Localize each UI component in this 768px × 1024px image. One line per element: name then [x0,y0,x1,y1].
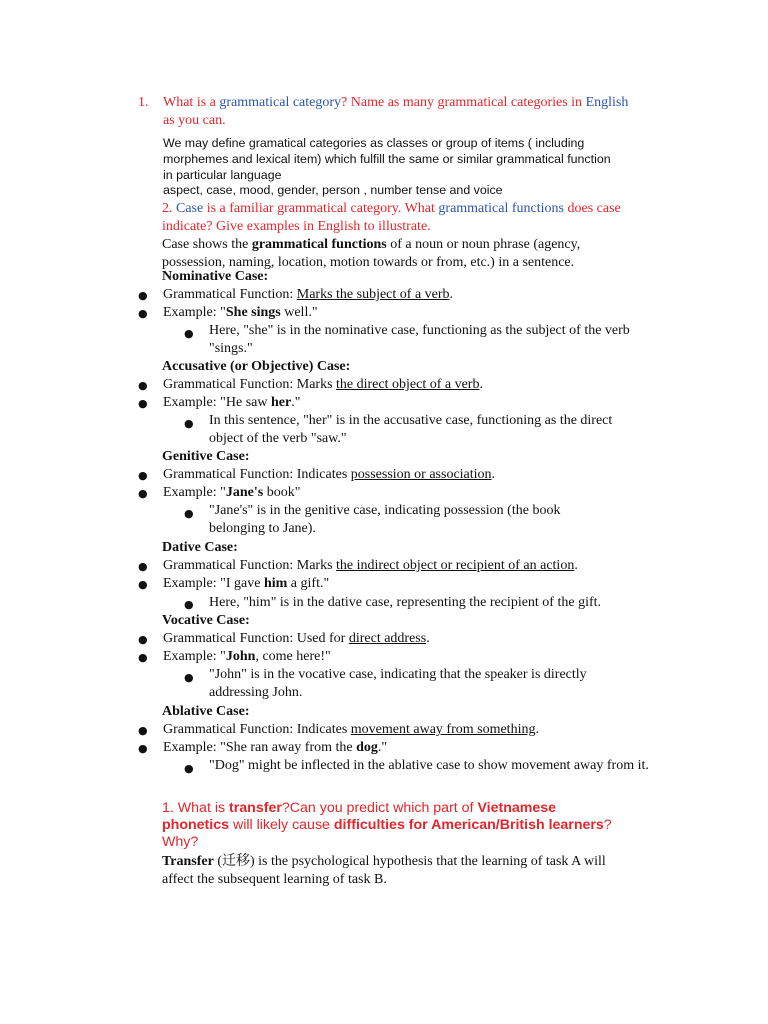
case-note: "Jane's" is in the genitive case, indicating possession (the book belonging to Jane). [209,503,561,536]
example-text: ." [377,740,388,755]
answer-3-text: (迁移) is the psychological hypothesis that the learning of task A will [213,854,606,869]
function-label: Grammatical Function: Indicates [163,467,351,482]
case-note: "Dog" might be inflected in the ablative case to show movement away from it. [209,758,649,773]
example-text: a gift." [287,576,330,591]
case-example [163,484,300,502]
question-3-keyword: difficulties for American/British learners [333,817,604,833]
function-text: Marks the subject of a verb [296,287,450,302]
answer-2-bold-term: grammatical functions [251,237,387,252]
answer-2-text: Case shows the [162,237,252,252]
question-2-term: Case [176,201,204,216]
bullet-icon: ● [138,578,148,591]
question-3-keyword: Vietnamese phonetics [162,800,557,833]
case-heading: Dative Case: [162,540,238,555]
bullet-icon: ● [138,651,148,664]
question-2-block [162,200,647,272]
question-1-term: grammatical category [219,95,342,110]
case-example [163,739,387,757]
function-suffix: . [479,377,483,392]
bullet-icon: ● [184,762,194,775]
bullet-icon: ● [138,379,148,392]
question-1-number: 1. [138,95,149,110]
question-1-text-part: ? Name as many grammatical categories in [341,95,586,110]
function-text: the direct object of a verb [336,377,480,392]
question-3-text-part: 1. What is [162,800,230,816]
question-1-term: English [585,95,629,110]
bullet-icon: ● [184,507,194,520]
function-label: Grammatical Function: Indicates [163,722,351,737]
bullet-icon: ● [138,742,148,755]
example-bold: dog [356,740,378,755]
question-2 [162,200,647,236]
question-3 [162,800,622,851]
case-function [163,721,539,739]
function-suffix: . [535,722,539,737]
example-bold: John [225,649,256,664]
case-note: In this sentence, "her" is in the accusative case, functioning as the direct object of the verb "saw." [209,413,613,446]
question-1-text-part: as you can. [163,113,226,128]
case-function [163,286,453,304]
bullet-icon: ● [184,327,194,340]
function-suffix: . [449,287,454,302]
example-text: Example: "She ran away from the [163,740,357,755]
case-example [163,575,329,593]
example-bold: She sings [225,305,281,320]
question-1 [138,94,638,130]
question-1-text-part: What is a [163,95,220,110]
example-text: ." [291,395,301,410]
bullet-icon: ● [138,307,148,320]
example-text: book" [263,485,301,500]
function-suffix: . [574,558,578,573]
case-function [163,630,430,648]
answer-1 [163,136,653,199]
bullet-icon: ● [138,397,148,410]
question-2-term: grammatical functions [438,201,564,216]
answer-3 [162,853,642,889]
question-2-text-part: is a familiar grammatical category. What [203,201,439,216]
function-label: Grammatical Function: Used for [163,631,349,646]
answer-2-text: of a noun or noun phrase (agency, possession, naming, location, motion towards or from, etc.) in a sentence. [162,237,581,270]
case-example [163,394,300,412]
example-text: Example: "I gave [163,576,264,591]
case-heading: Vocative Case: [162,613,250,628]
example-text: Example: " [163,485,226,500]
bullet-icon: ● [138,469,148,482]
case-note: "John" is in the vocative case, indicating that the speaker is directly addressing John. [209,667,587,700]
example-text: Example: " [163,649,226,664]
answer-1-line: morphemes and lexical item) which fulfill the same or similar grammatical function [163,151,611,166]
answer-3-line: affect the subsequent learning of task B. [162,872,387,887]
function-text: possession or association [350,467,492,482]
case-heading: Ablative Case: [162,704,250,719]
question-3-text-part: ? Why? [162,817,612,850]
case-heading: Accusative (or Objective) Case: [162,359,351,374]
answer-1-line: We may define gramatical categories as classes or group of items ( including [163,136,585,150]
bullet-icon: ● [138,633,148,646]
bullet-icon: ● [184,417,194,430]
question-3-text-part: ?Can you predict which part of [281,800,478,816]
bullet-icon: ● [138,289,148,302]
function-label: Grammatical Function: Marks [163,558,337,573]
function-suffix: . [491,467,496,482]
case-function [163,376,483,394]
function-text: the indirect object or recipient of an action [336,558,575,573]
case-note: Here, "she" is in the nominative case, functioning as the subject of the verb "sings." [209,323,630,356]
answer-2-intro [162,236,647,272]
answer-3-term: Transfer [162,854,214,869]
function-text: movement away from something [350,722,536,737]
case-note: Here, "him" is in the dative case, representing the recipient of the gift. [209,595,602,610]
case-example [163,648,331,666]
bullet-icon: ● [138,560,148,573]
example-bold: him [263,576,288,591]
case-function [163,466,495,484]
bullet-icon: ● [138,487,148,500]
answer-1-line: aspect, case, mood, gender, person , number tense and voice [163,183,503,198]
question-2-number: 2. [162,201,176,216]
case-heading: Nominative Case: [162,269,269,284]
case-function [163,557,578,575]
function-suffix: . [426,631,430,646]
case-heading: Genitive Case: [162,449,250,464]
example-text: well." [280,305,318,320]
bullet-icon: ● [184,671,194,684]
example-text: Example: " [163,305,226,320]
function-label: Grammatical Function: [163,287,297,302]
case-example [163,304,318,322]
question-2-text-part: does case indicate? Give examples in English to illustrate. [162,201,621,234]
question-1-text [163,94,638,130]
bullet-icon: ● [138,724,148,737]
question-3-text-part: will likely cause [229,817,334,833]
example-bold: her [270,395,292,410]
function-label: Grammatical Function: Marks [163,377,337,392]
example-bold: Jane's [225,485,264,500]
example-text: Example: "He saw [163,395,271,410]
answer-3-line [162,853,642,871]
answer-1-line: in particular language [163,167,282,182]
bullet-icon: ● [184,598,194,611]
question-3-keyword: transfer [229,800,282,816]
example-text: , come here!" [255,649,331,664]
function-text: direct address [348,631,427,646]
